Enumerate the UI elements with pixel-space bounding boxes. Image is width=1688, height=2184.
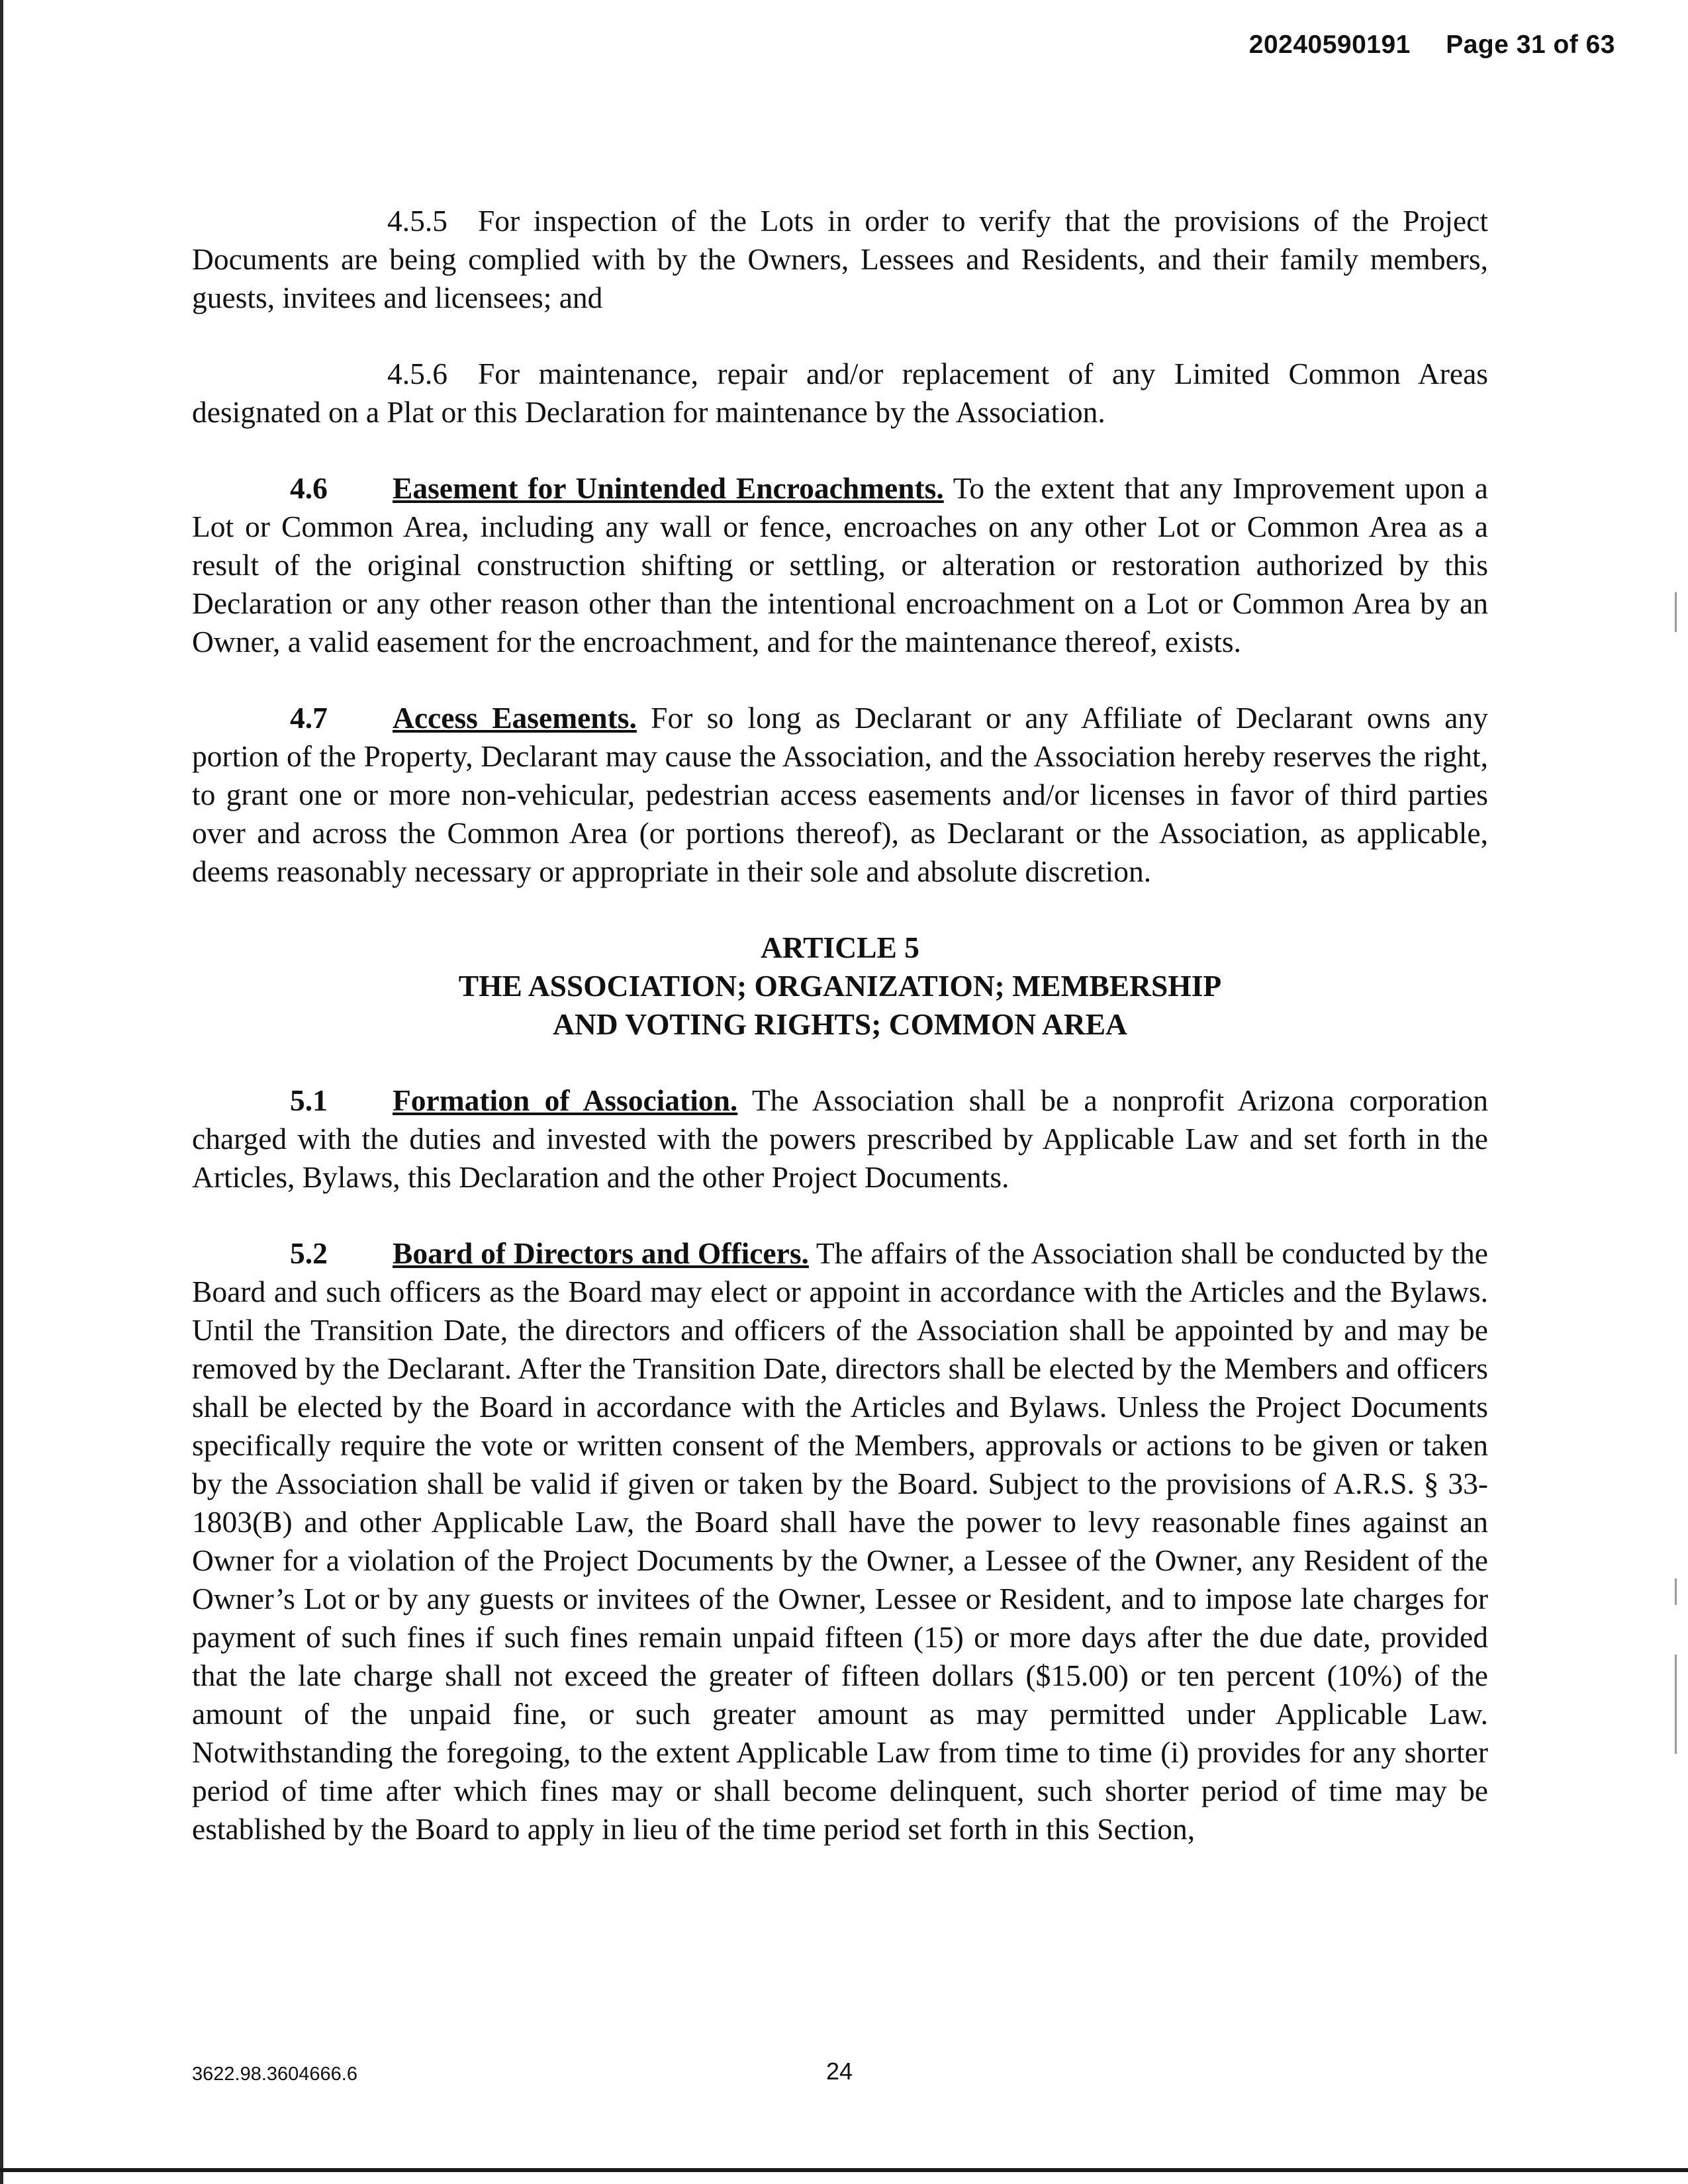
article-heading [192, 929, 1488, 1044]
section-4-5-6 [192, 355, 1488, 432]
page-count-label: Page 31 of 63 [1446, 30, 1615, 59]
section-4-7 [192, 699, 1488, 891]
article-title-line-1: THE ASSOCIATION; ORGANIZATION; MEMBERSHIP [458, 969, 1222, 1003]
section-number: 5.2 [290, 1236, 328, 1270]
section-text: For inspection of the Lots in order to verify that the provisions of the Project Documents are being complied with by the Owners, Lessees and Residents, and their family members, guests, invitees and licensees; and [192, 204, 1488, 314]
scan-margin-mark [1675, 592, 1677, 632]
section-number: 4.7 [290, 701, 328, 735]
article-title-line-2: AND VOTING RIGHTS; COMMON AREA [553, 1007, 1127, 1041]
section-text: For so long as Declarant or any Affiliate of Declarant owns any portion of the Property, Declarant may cause the Association, and the Association hereby reserves the right, to grant one or more non-vehicular, pedestrian access easements and/or licenses in favor of third parties over and across the Common Area (or portions thereof), as Declarant or the Association, as applicable, deems reasonably necessary or appropriate in their sole and absolute discretion. [192, 701, 1488, 888]
section-text: The Association shall be a nonprofit Arizona corporation charged with the duties and invested with the powers prescribed by Applicable Law and set forth in the Articles, Bylaws, this Declaration and the other Project Documents. [192, 1083, 1489, 1194]
section-5-2 [192, 1234, 1488, 1848]
section-title: Access Easements. [393, 701, 637, 735]
section-number: 4.6 [290, 471, 328, 505]
section-4-5-5 [192, 202, 1488, 317]
section-title: Formation of Association. [393, 1083, 738, 1117]
section-4-6 [192, 469, 1488, 661]
recording-number: 20240590191 [1248, 30, 1411, 59]
section-title: Easement for Unintended Encroachments. [393, 471, 944, 505]
scan-margin-mark [1675, 1655, 1677, 1754]
scan-margin-mark [1675, 1578, 1677, 1605]
section-5-1 [192, 1081, 1488, 1197]
section-text: For maintenance, repair and/or replacement of any Limited Common Areas designated on a Plat or this Declaration for maintenance by the Association. [192, 357, 1488, 429]
document-body [192, 202, 1488, 1886]
scan-bottom-edge [0, 2168, 1688, 2172]
page-header [1249, 30, 1615, 60]
section-title: Board of Directors and Officers. [393, 1236, 809, 1270]
section-number: 5.1 [290, 1083, 328, 1117]
scan-left-edge [0, 0, 3, 2184]
section-text: The affairs of the Association shall be conducted by the Board and such officers as the Board may elect or appoint in accordance with the Articles and the Bylaws. Until the Transition Date, the directors and officers of the Association shall be appointed by and may be removed by the Declarant. After the Transition Date, directors shall be elected by the Members and officers shall be elected by the Board in accordance with the Articles and Bylaws. Unless the Project Documents specifically require the vote or written consent of the Members, approvals or actions to be given or taken by the Association shall be valid if given or taken by the Board. Subject to the provisions of A.R.S. § 33-1803(B) and other Applicable Law, the Board shall have the power to levy reasonable fines against an Owner for a violation of the Project Documents by the Owner, a Lessee of the Owner, any Resident of the Owner’s Lot or by any guests or invitees of the Owner, Lessee or Resident, and to impose late charges for payment of such fines if such fines remain unpaid fifteen (15) or more days after the due date, provided that the late charge shall not exceed the greater of fifteen dollars ($15.00) or ten percent (10%) of the amount of the unpaid fine, or such greater amount as may permitted under Applicable Law. Notwithstanding the foregoing, to the extent Applicable Law from time to time (i) provides for any shorter period of time after which fines may or shall become delinquent, such shorter period of time may be established by the Board to apply in lieu of the time period set forth in this Section, [192, 1236, 1488, 1846]
footer-document-id: 3622.98.3604666.6 [192, 2064, 357, 2085]
footer-page-number: 24 [826, 2058, 853, 2085]
section-number: 4.5.6 [387, 357, 447, 390]
article-number: ARTICLE 5 [761, 931, 919, 964]
section-number: 4.5.5 [387, 204, 447, 238]
section-text: To the extent that any Improvement upon a Lot or Common Area, including any wall or fence, encroaches on any other Lot or Common Area as a result of the original construction shifting or settling, or alteration or restoration authorized by this Declaration or any other reason other than the intentional encroachment on a Lot or Common Area by an Owner, a valid easement for the encroachment, and for the maintenance thereof, exists. [192, 471, 1488, 659]
